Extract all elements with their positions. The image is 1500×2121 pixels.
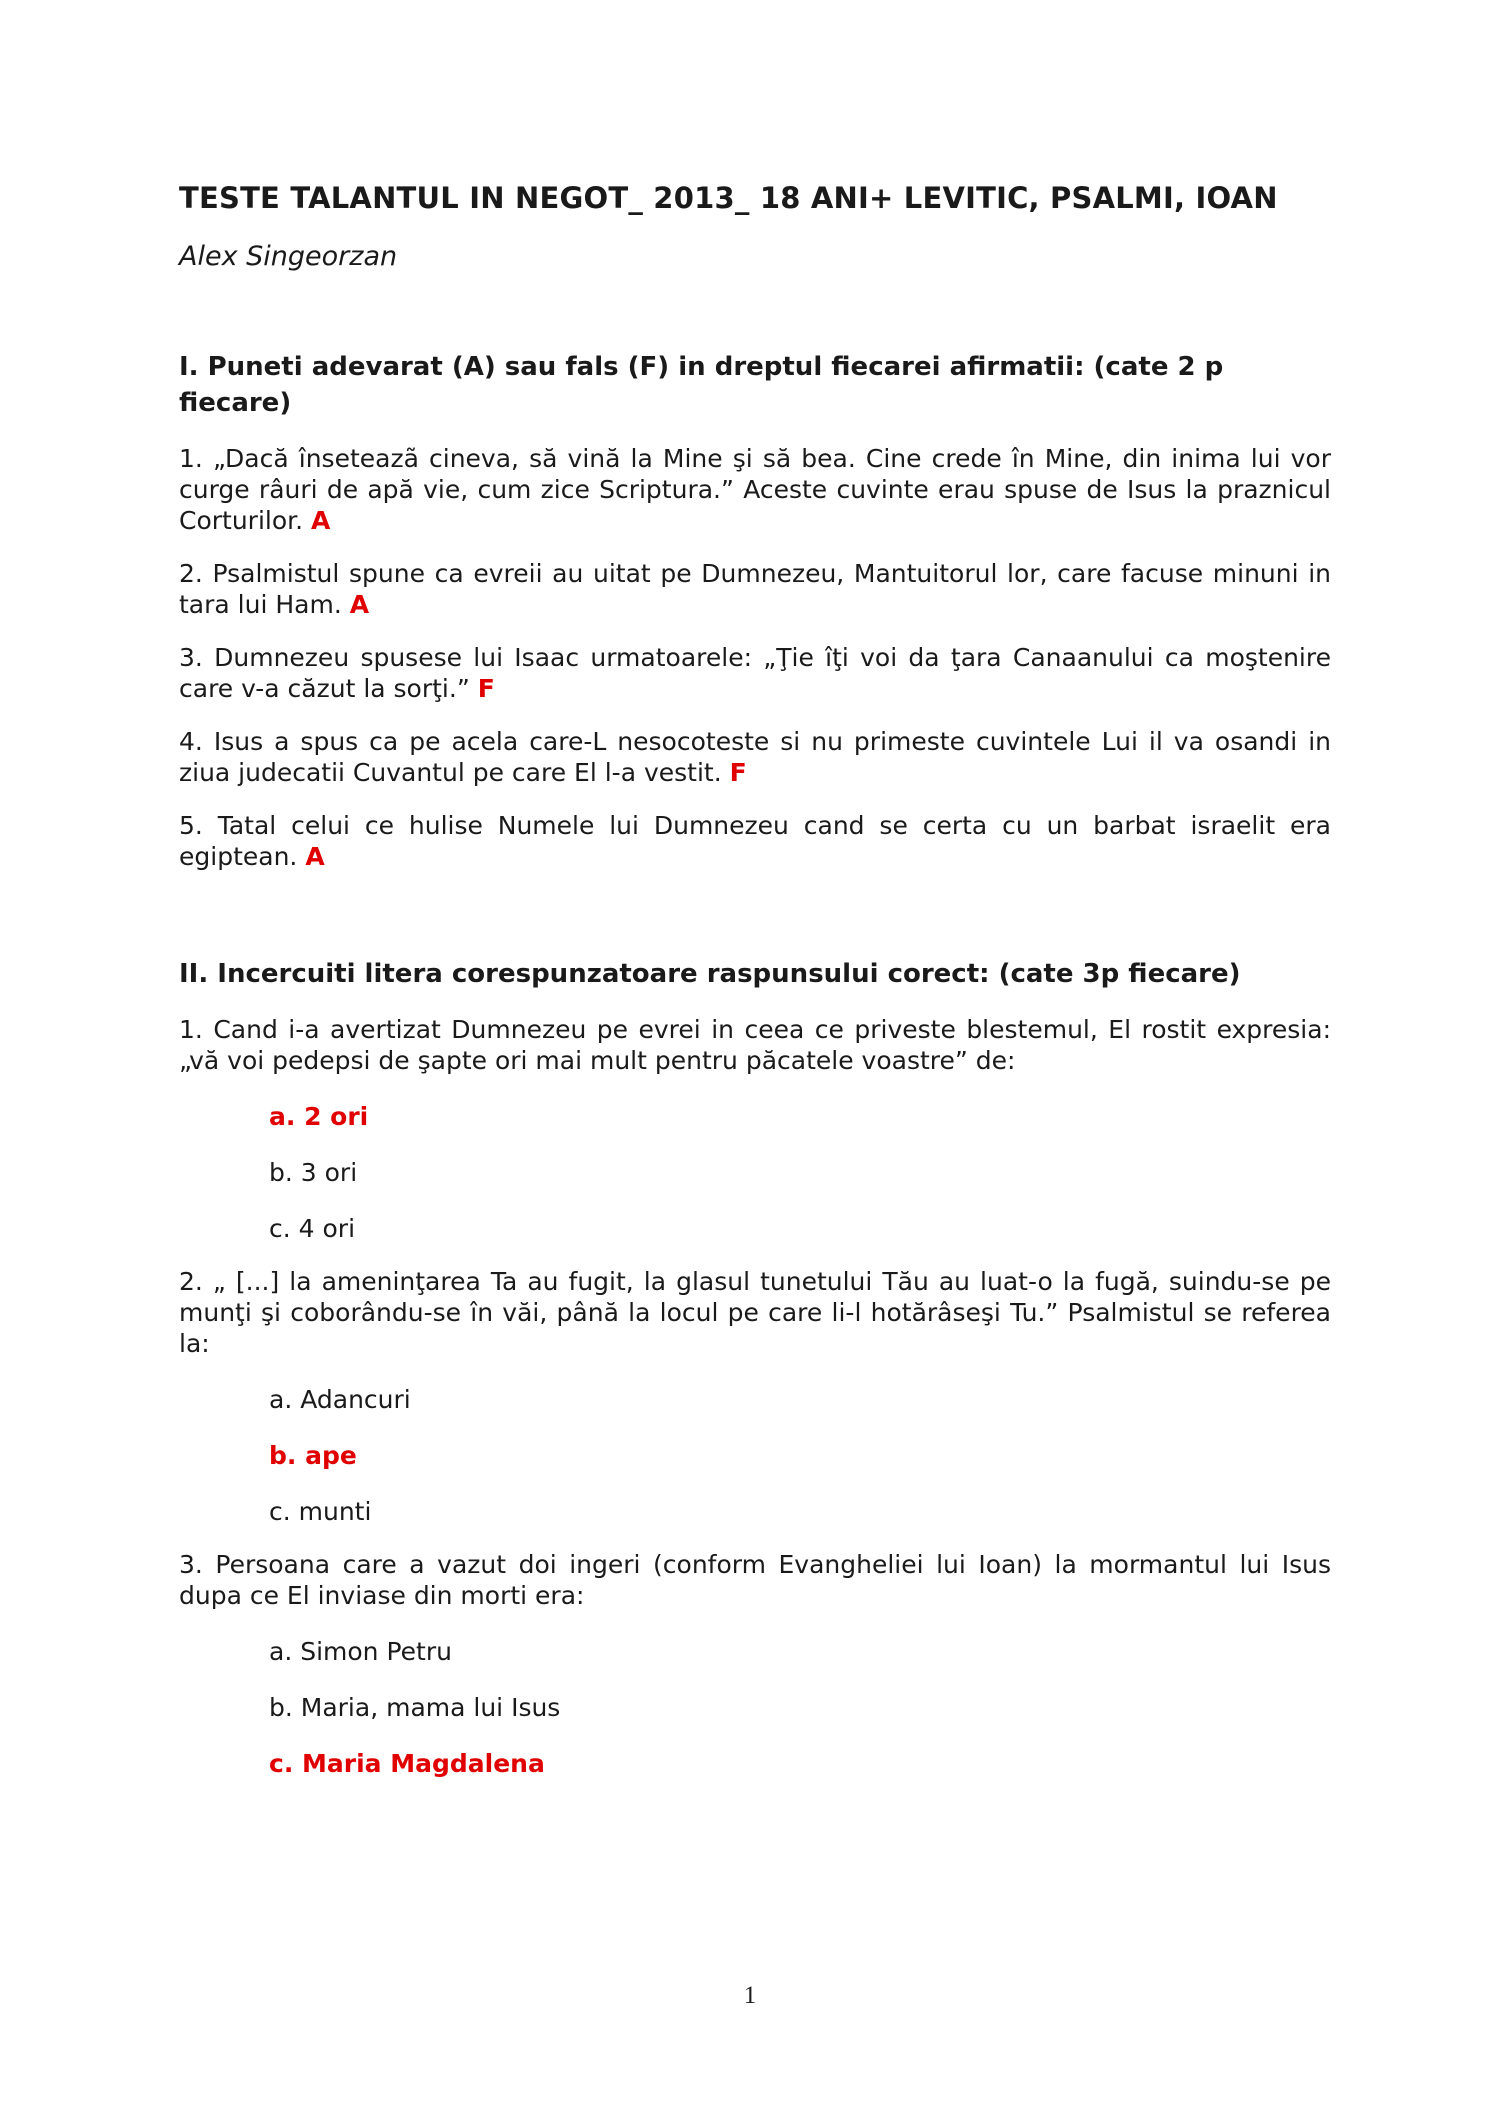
mc-option: b. Maria, mama lui Isus <box>269 1693 561 1722</box>
question-text: 4. Isus a spus ca pe acela care-L nesocoteste si nu primeste cuvintele Lui il va osandi in ziua judecatii Cuvantul pe care El l-a vestit. <box>179 727 1331 787</box>
answer-mark: A <box>311 506 331 535</box>
author-name: Alex Singeorzan <box>179 241 398 272</box>
section-2-heading: II. Incercuiti litera corespunzatoare raspunsului corect: (cate 3p fiecare) <box>179 959 1241 989</box>
question-text: 3. Dumnezeu spusese lui Isaac urmatoarele: „Ţie îţi voi da ţara Canaanului ca moştenire care v-a căzut la sorţi.” <box>179 643 1331 703</box>
mc-option-correct: b. ape <box>269 1441 357 1470</box>
question-text: 2. Psalmistul spune ca evreii au uitat pe Dumnezeu, Mantuitorul lor, care facuse minuni in tara lui Ham. <box>179 559 1331 619</box>
tf-question-1 <box>179 443 1331 536</box>
section-1-heading: I. Puneti adevarat (A) sau fals (F) in dreptul fiecarei afirmatii: (cate 2 p fiecare) <box>179 352 1224 418</box>
mc-question-2: 2. „ [...] la ameninţarea Ta au fugit, la glasul tunetului Tău au luat-o la fugă, suindu-se pe munţi şi coborându-se în văi, până la locul pe care li-l hotărâseşi Tu.” Psalmistul se referea la: <box>179 1267 1331 1358</box>
page-number: 1 <box>743 1982 757 2009</box>
tf-question-3 <box>179 642 1331 704</box>
document-page <box>179 178 1331 1779</box>
question-text: 1. „Dacă înseteazã cineva, să vină la Mine şi să bea. Cine crede în Mine, din inima lui vor curge râuri de apă vie, cum zice Scriptura.” Aceste cuvinte erau spuse de Isus la praznicul Corturilor. <box>179 444 1331 535</box>
mc-option: c. munti <box>269 1497 372 1526</box>
tf-question-4 <box>179 726 1331 788</box>
document-title: TESTE TALANTUL IN NEGOT_ 2013_ 18 ANI+ LEVITIC, PSALMI, IOAN <box>179 181 1278 215</box>
tf-question-5 <box>179 810 1331 872</box>
mc-question-3: 3. Persoana care a vazut doi ingeri (conform Evangheliei lui Ioan) la mormantul lui Isus dupa ce El inviase din morti era: <box>179 1550 1331 1610</box>
mc-option-correct: a. 2 ori <box>269 1102 369 1131</box>
answer-mark: F <box>729 758 747 787</box>
answer-mark: A <box>349 590 370 619</box>
mc-option: a. Simon Petru <box>269 1637 452 1666</box>
mc-question-1: 1. Cand i-a avertizat Dumnezeu pe evrei in ceea ce priveste blestemul, El rostit expresia: „vă voi pedepsi de şapte ori mai mult pentru păcatele voastre” de: <box>179 1015 1331 1075</box>
tf-question-2 <box>179 558 1331 620</box>
question-text: 5. Tatal celui ce hulise Numele lui Dumnezeu cand se certa cu un barbat israelit era egiptean. <box>179 811 1331 871</box>
mc-option-correct: c. Maria Magdalena <box>269 1749 545 1778</box>
mc-option: b. 3 ori <box>269 1158 358 1187</box>
answer-mark: F <box>477 674 495 703</box>
mc-option: a. Adancuri <box>269 1385 411 1414</box>
answer-mark: A <box>305 842 325 871</box>
mc-option: c. 4 ori <box>269 1214 356 1243</box>
